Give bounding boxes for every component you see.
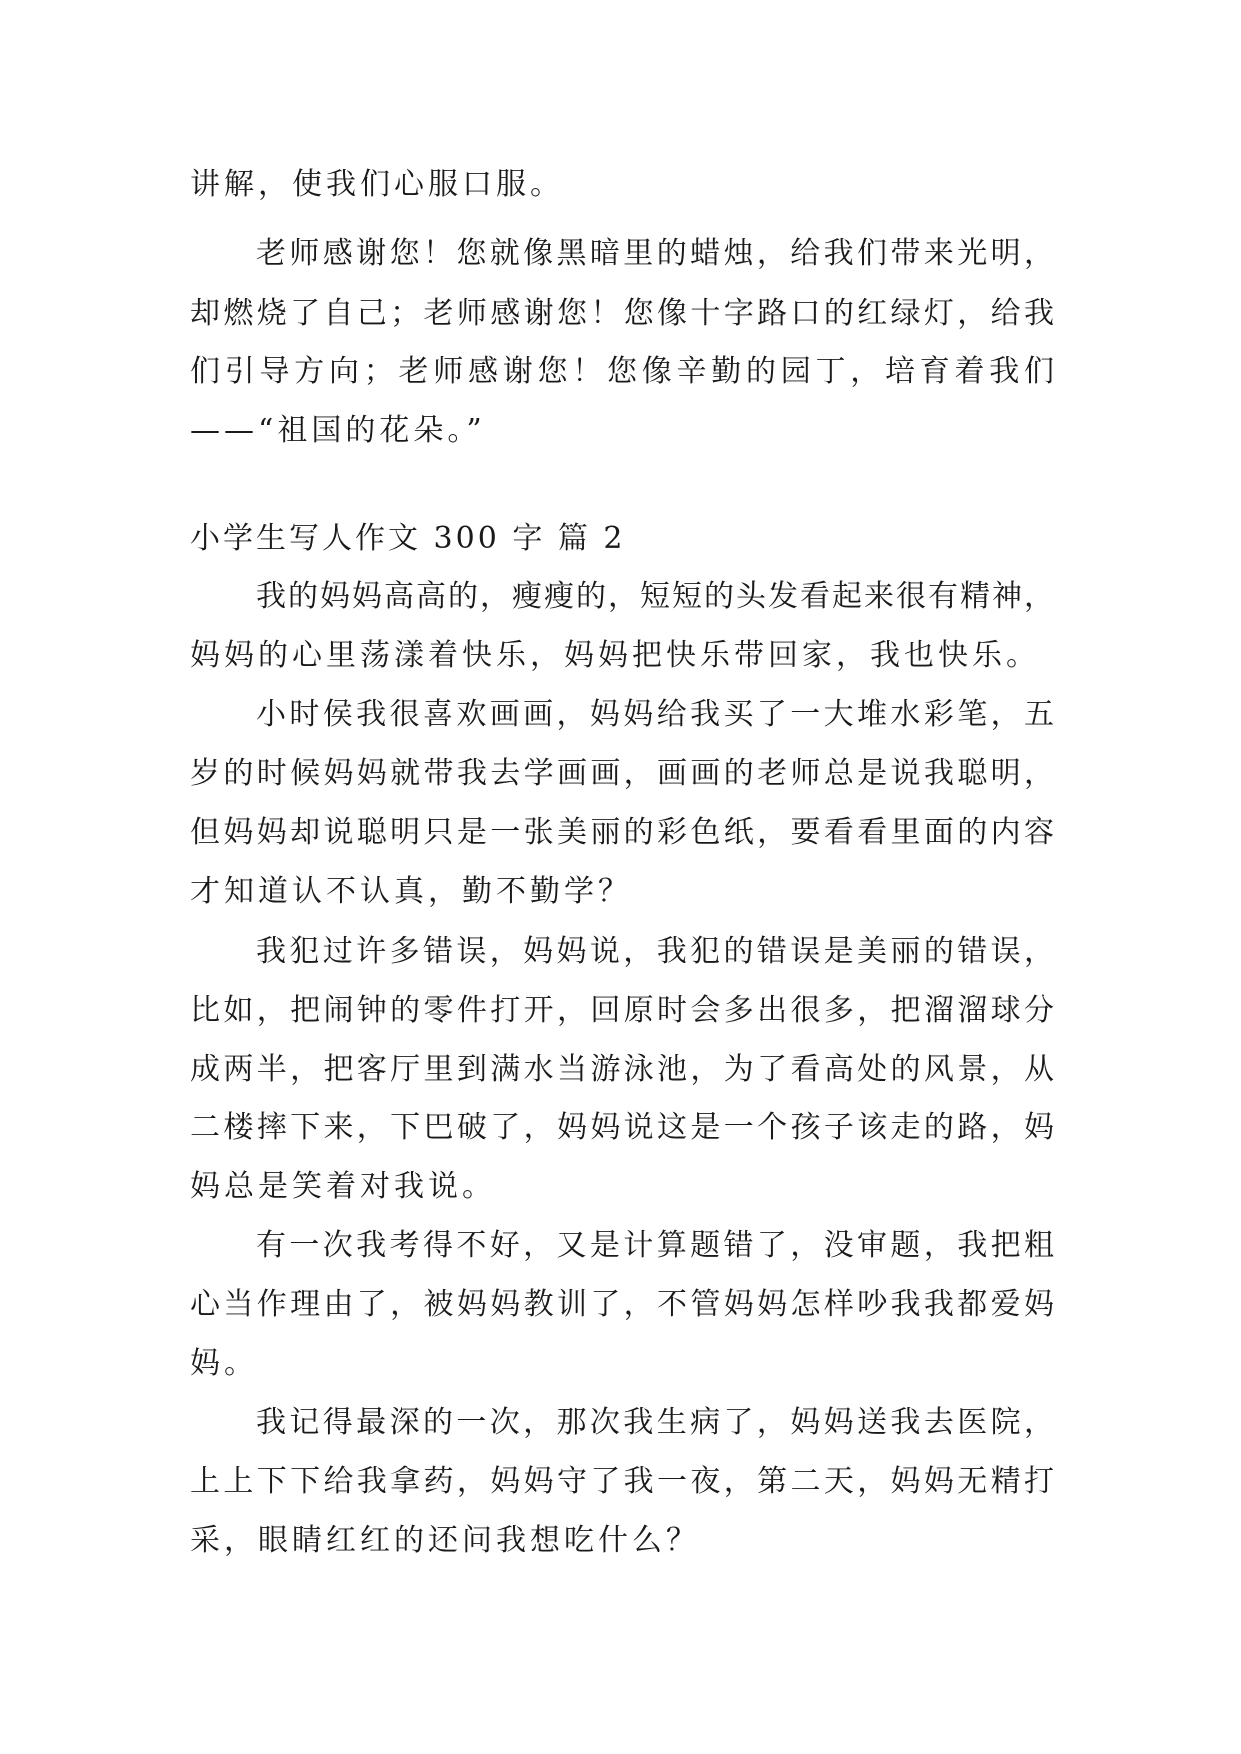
paragraph-line: 讲解，使我们心服口服。 [190, 167, 564, 202]
paragraph-line: 心当作理由了，被妈妈教训了，不管妈妈怎样吵我我都爱妈 [190, 1287, 1054, 1322]
paragraph-line: 上上下下给我拿药，妈妈守了我一夜，第二天，妈妈无精打 [190, 1464, 1054, 1499]
paragraph-line: ——“祖国的花朵。” [190, 413, 486, 448]
paragraph-line: 有一次我考得不好，又是计算题错了，没审题，我把粗 [256, 1228, 1054, 1263]
paragraph-line: 我记得最深的一次，那次我生病了，妈妈送我去医院， [256, 1405, 1054, 1440]
paragraph-line: 比如，把闹钟的零件打开，回原时会多出很多，把溜溜球分 [190, 993, 1054, 1028]
paragraph-line: 们引导方向；老师感谢您！您像辛勤的园丁，培育着我们 [190, 354, 1054, 389]
paragraph-line: 我的妈妈高高的，瘦瘦的，短短的头发看起来很有精神， [256, 579, 1054, 614]
paragraph-line: 才知道认不认真，勤不勤学？ [190, 874, 632, 909]
section-heading: 小学生写人作文 300 字 篇 2 [190, 521, 626, 556]
paragraph-line: 岁的时候妈妈就带我去学画画，画画的老师总是说我聪明， [190, 756, 1054, 791]
paragraph-line: 成两半，把客厅里到满水当游泳池，为了看高处的风景，从 [190, 1052, 1054, 1087]
paragraph-line: 妈总是笑着对我说。 [190, 1169, 496, 1204]
paragraph-line: 二楼摔下来，下巴破了，妈妈说这是一个孩子该走的路，妈 [190, 1110, 1054, 1145]
paragraph-line: 却燃烧了自己；老师感谢您！您像十字路口的红绿灯，给我 [190, 296, 1054, 331]
paragraph-line: 妈妈的心里荡漾着快乐，妈妈把快乐带回家，我也快乐。 [190, 638, 1040, 673]
paragraph-line: 妈。 [190, 1346, 258, 1381]
paragraph-line: 但妈妈却说聪明只是一张美丽的彩色纸，要看看里面的内容 [190, 815, 1054, 850]
paragraph-line: 我犯过许多错误，妈妈说，我犯的错误是美丽的错误， [256, 934, 1054, 969]
paragraph-line: 采，眼睛红红的还问我想吃什么？ [190, 1523, 700, 1558]
paragraph-line: 老师感谢您！您就像黑暗里的蜡烛，给我们带来光明， [256, 236, 1054, 271]
paragraph-line: 小时侯我很喜欢画画，妈妈给我买了一大堆水彩笔，五 [256, 697, 1054, 732]
